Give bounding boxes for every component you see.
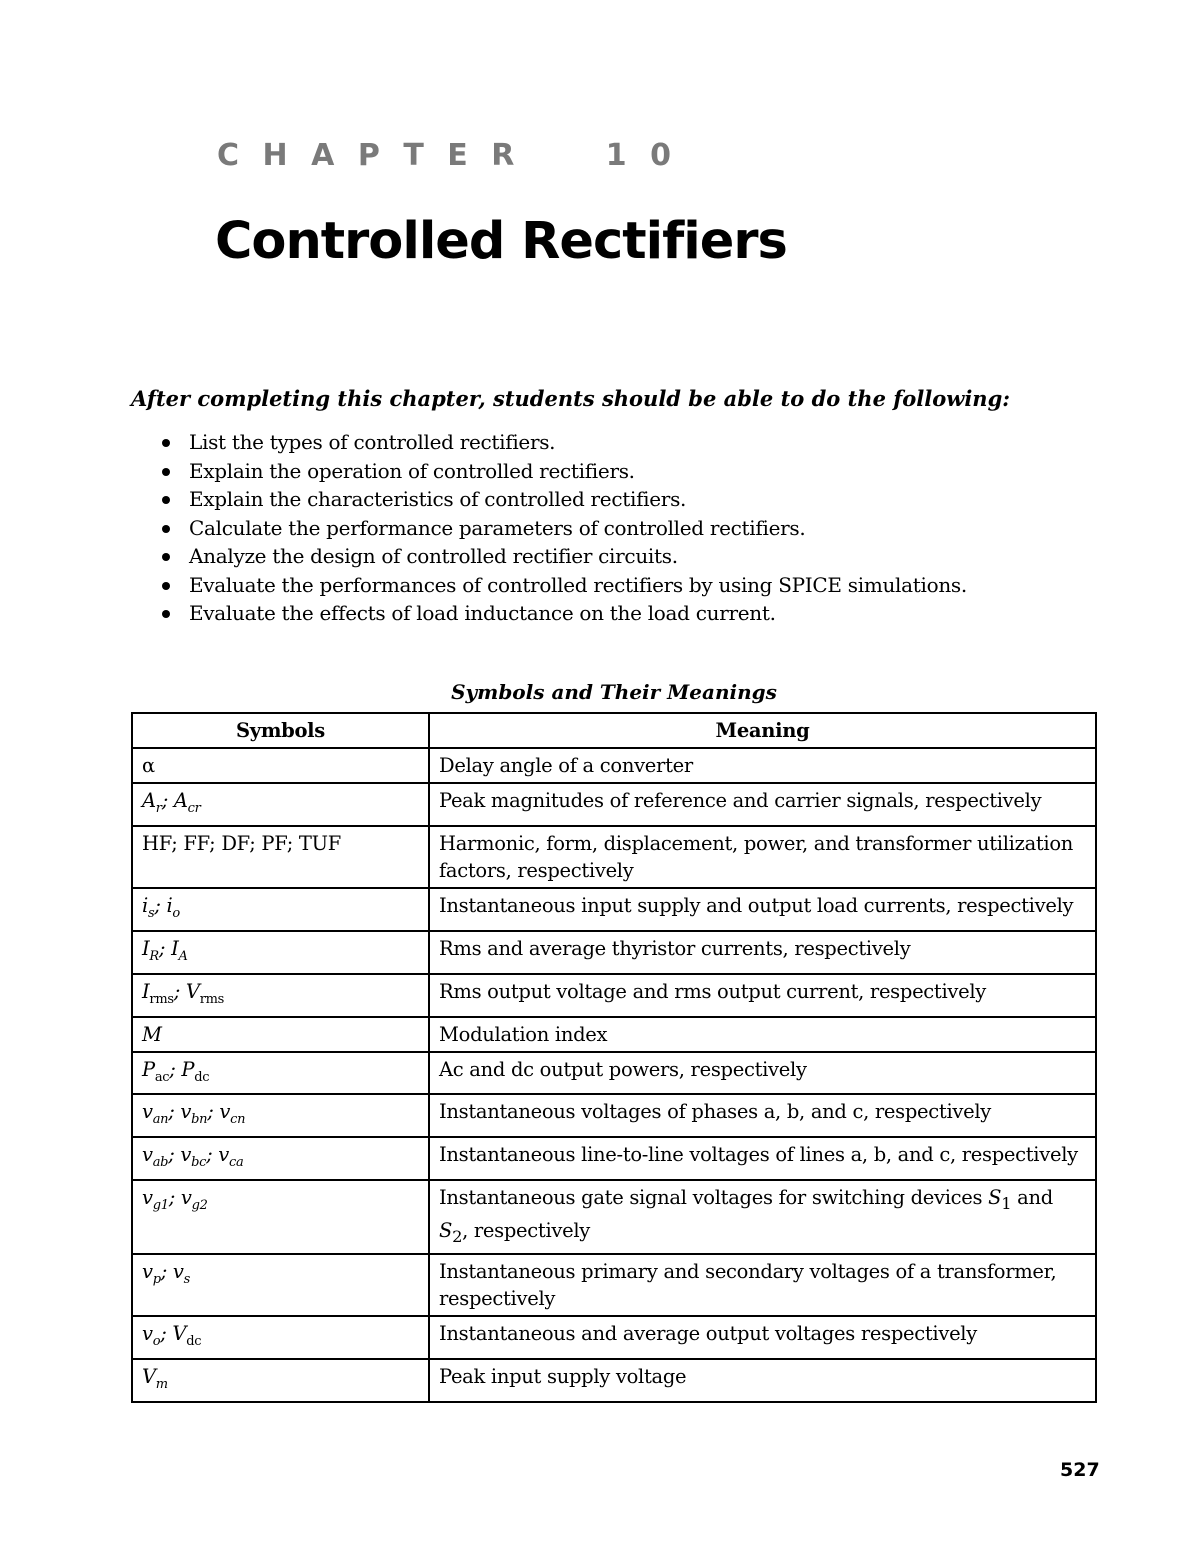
objective-item: List the types of controlled rectifiers. (160, 428, 967, 457)
symbol-cell: $P_{ac}$; $P_{dc}$ (132, 1052, 429, 1095)
meaning-cell: Rms output voltage and rms output current, respectively (429, 974, 1096, 1017)
meaning-cell: Rms and average thyristor currents, respectively (429, 931, 1096, 974)
meaning-cell: Instantaneous and average output voltages respectively (429, 1316, 1096, 1359)
objective-item: Explain the operation of controlled rectifiers. (160, 457, 967, 486)
table-row (132, 783, 1096, 826)
symbol-cell: $V_m$ (132, 1359, 429, 1402)
meaning-cell: Instantaneous voltages of phases a, b, and c, respectively (429, 1094, 1096, 1137)
symbol-cell: $A_r$; $A_{cr}$ (132, 783, 429, 826)
table-row (132, 1052, 1096, 1095)
table-row (132, 1316, 1096, 1359)
objectives-intro: After completing this chapter, students should be able to do the following: (131, 386, 1011, 411)
column-header-symbols: Symbols (132, 713, 429, 748)
symbol-cell: $v_{ab}$; $v_{bc}$; $v_{ca}$ (132, 1137, 429, 1180)
symbol-cell: α (132, 748, 429, 783)
meaning-cell: Delay angle of a converter (429, 748, 1096, 783)
symbol-cell: $i_s$; $i_o$ (132, 888, 429, 931)
meaning-cell: Peak input supply voltage (429, 1359, 1096, 1402)
column-header-meaning: Meaning (429, 713, 1096, 748)
table-row (132, 1254, 1096, 1316)
symbols-table (131, 712, 1097, 1403)
meaning-cell: Instantaneous gate signal voltages for switching devices $S_1$ and $S_2$, respectively (429, 1180, 1096, 1254)
objective-item: Explain the characteristics of controlled rectifiers. (160, 485, 967, 514)
table-row (132, 1359, 1096, 1402)
meaning-cell: Peak magnitudes of reference and carrier signals, respectively (429, 783, 1096, 826)
symbol-cell: $I_{rms}$; $V_{rms}$ (132, 974, 429, 1017)
meaning-cell: Instantaneous input supply and output load currents, respectively (429, 888, 1096, 931)
table-row (132, 1180, 1096, 1254)
table-row (132, 1017, 1096, 1052)
symbol-cell: $v_o$; $V_{dc}$ (132, 1316, 429, 1359)
table-row (132, 931, 1096, 974)
table-caption: Symbols and Their Meanings (451, 680, 777, 704)
meaning-cell: Instantaneous primary and secondary voltages of a transformer, respectively (429, 1254, 1096, 1316)
symbol-cell: $I_R$; $I_A$ (132, 931, 429, 974)
symbol-cell: $v_{an}$; $v_{bn}$; $v_{cn}$ (132, 1094, 429, 1137)
meaning-cell: Ac and dc output powers, respectively (429, 1052, 1096, 1095)
table-header-row (132, 713, 1096, 748)
symbol-cell: HF; FF; DF; PF; TUF (132, 826, 429, 888)
table-row (132, 826, 1096, 888)
table-row (132, 974, 1096, 1017)
table-row (132, 748, 1096, 783)
objective-item: Calculate the performance parameters of controlled rectifiers. (160, 514, 967, 543)
page-number: 527 (1060, 1459, 1100, 1481)
meaning-cell: Modulation index (429, 1017, 1096, 1052)
objectives-list (160, 428, 967, 628)
table-row (132, 888, 1096, 931)
objective-item: Evaluate the performances of controlled rectifiers by using SPICE simulations. (160, 571, 967, 600)
chapter-label: CHAPTER 10 (217, 138, 695, 173)
meaning-cell: Harmonic, form, displacement, power, and transformer utilization factors, respectively (429, 826, 1096, 888)
chapter-title: Controlled Rectifiers (215, 212, 787, 271)
objective-item: Evaluate the effects of load inductance on the load current. (160, 599, 967, 628)
meaning-cell: Instantaneous line-to-line voltages of lines a, b, and c, respectively (429, 1137, 1096, 1180)
symbol-cell: $v_{g1}$; $v_{g2}$ (132, 1180, 429, 1254)
symbol-cell: $v_p$; $v_s$ (132, 1254, 429, 1316)
symbol-cell: M (132, 1017, 429, 1052)
objective-item: Analyze the design of controlled rectifier circuits. (160, 542, 967, 571)
table-row (132, 1094, 1096, 1137)
table-row (132, 1137, 1096, 1180)
